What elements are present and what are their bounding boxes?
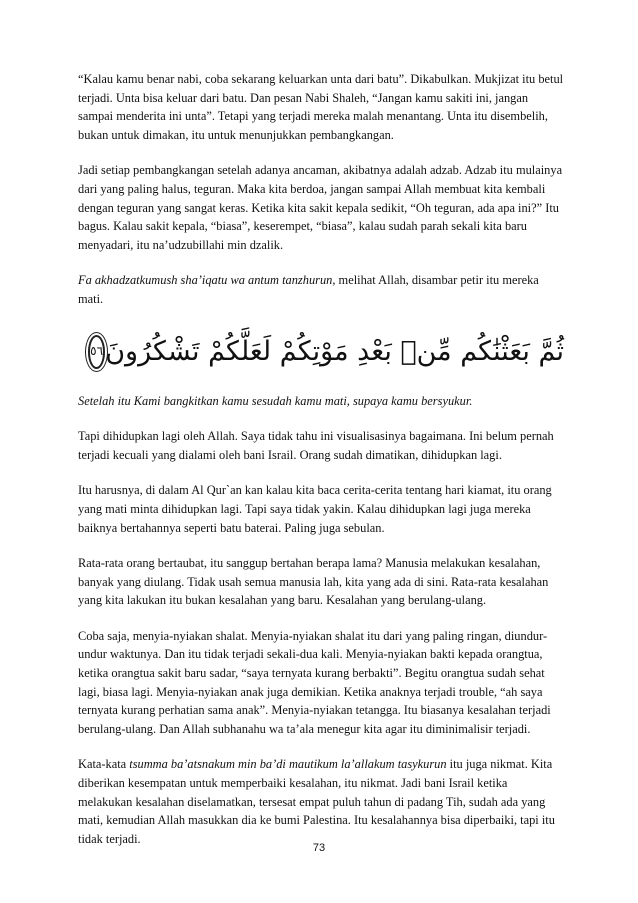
document-page: [78, 70, 564, 865]
paragraph-6: Rata-rata orang bertaubat, itu sanggup bertahan berapa lama? Manusia melakukan kesalahan, banyak yang diulang. Tidak usah semua manusia lah, kita yang ada di sini. Rata-rata kesalahan yang kita lakukan itu bukan kesalahan yang baru. Kesalahan yang berulang-ulang.: [78, 556, 549, 608]
quran-verse: [78, 324, 564, 380]
paragraph-5: Itu harusnya, di dalam Al Qur`an kan kalau kita baca cerita-cerita tentang hari kiamat, itu orang yang mati minta dihidupkan lagi. Tapi saya tidak yakin. Kalau dihidupkan lagi juga mereka baiknya bertahannya seperti batu baterai. Paling juga sebulan.: [78, 483, 552, 535]
paragraph-4: Tapi dihidupkan lagi oleh Allah. Saya tidak tahu ini visualisasinya bagaimana. Ini belum pernah terjadi kecuali yang dialami oleh bani Israil. Orang sudah dimatikan, dihidupkan lagi.: [78, 429, 554, 462]
paragraph-8-lead: Kata-kata: [78, 757, 130, 772]
paragraph-7: Coba saja, menyia-nyiakan shalat. Menyia-nyiakan shalat itu dari yang paling ringan, diundur-undur waktunya. Dan itu tidak terjadi sekali-dua kali. Menyia-nyiakan bakti kepada orangtua, ketika orangtua sakit baru sadar, “saya ternyata kurang berbakti”. Begitu orangtua sudah sehat lagi, biasa lagi. Menyia-nyiakan anak juga demikian. Ketika anaknya terjadi trouble, “ah saya ternyata kurang perhatian sama anak”. Menyia-nyiakan tetangga. Itu biasanya kesalahan terjadi berulang-ulang. Dan Allah subhanahu wa ta’ala menegur kita agar itu diminimalisir terjadi.: [78, 628, 551, 736]
paragraph-1: “Kalau kamu benar nabi, coba sekarang keluarkan unta dari batu”. Dikabulkan. Mukjizat itu betul terjadi. Unta bisa keluar dari batu. Dan pesan Nabi Shaleh, “Jangan kamu sakiti ini, jangan sampai menderita ini unta”. Tetapi yang terjadi mereka malah menantang. Unta itu disembelih, bukan untuk dimakan, itu untuk menunjukkan pembangkangan.: [78, 72, 564, 142]
paragraph-8: [78, 755, 564, 848]
ayah-number-marker: ٥٦: [88, 335, 105, 369]
paragraph-3-transliteration: Fa akhadzatkumush sha’iqatu wa antum tanzhurun,: [78, 273, 336, 288]
page-number: 73: [312, 842, 326, 854]
paragraph-8-text: itu juga nikmat. Kita diberikan kesempatan untuk memperbaiki kesalahan, itu nikmat. Jadi bani Israil ketika melakukan kesalahan diselamatkan, tersesat empat puluh tahun di padang Tih, sudah ada yang mati, kemudian Allah masukkan dia ke bumi Palestina. Itu kesalahannya bisa diperbaiki, tapi itu tidak terjadi.: [78, 757, 555, 846]
paragraph-3-text: melihat Allah, disambar petir itu mereka mati.: [78, 273, 539, 306]
paragraph-2: Jadi setiap pembangkangan setelah adanya ancaman, akibatnya adalah adzab. Adzab itu mulainya dari yang paling halus, teguran. Maka kita berdoa, jangan sampai Allah membuat kita kembali dengan teguran yang sangat keras. Ketika kita sakit kepala sedikit, “Oh teguran, ada apa ini?” Itu bagus. Kalau sakit kepala, “biasa”, keserempet, “biasa”, kalau sudah parah sekali kita baru menyadari, itu na’udzubillahi min dzalik.: [78, 163, 563, 252]
paragraph-8-transliteration: tsumma ba’atsnakum min ba’di mautikum la’allakum tasykurun: [129, 757, 447, 772]
quran-verse-arabic: ثُمَّ بَعَثْنَٰكُم مِّنۢ بَعْدِ مَوْتِكُمْ لَعَلَّكُمْ تَشْكُرُونَ: [105, 335, 564, 367]
verse-translation: Setelah itu Kami bangkitkan kamu sesudah kamu mati, supaya kamu bersyukur.: [78, 393, 473, 408]
paragraph-3: [78, 271, 564, 308]
